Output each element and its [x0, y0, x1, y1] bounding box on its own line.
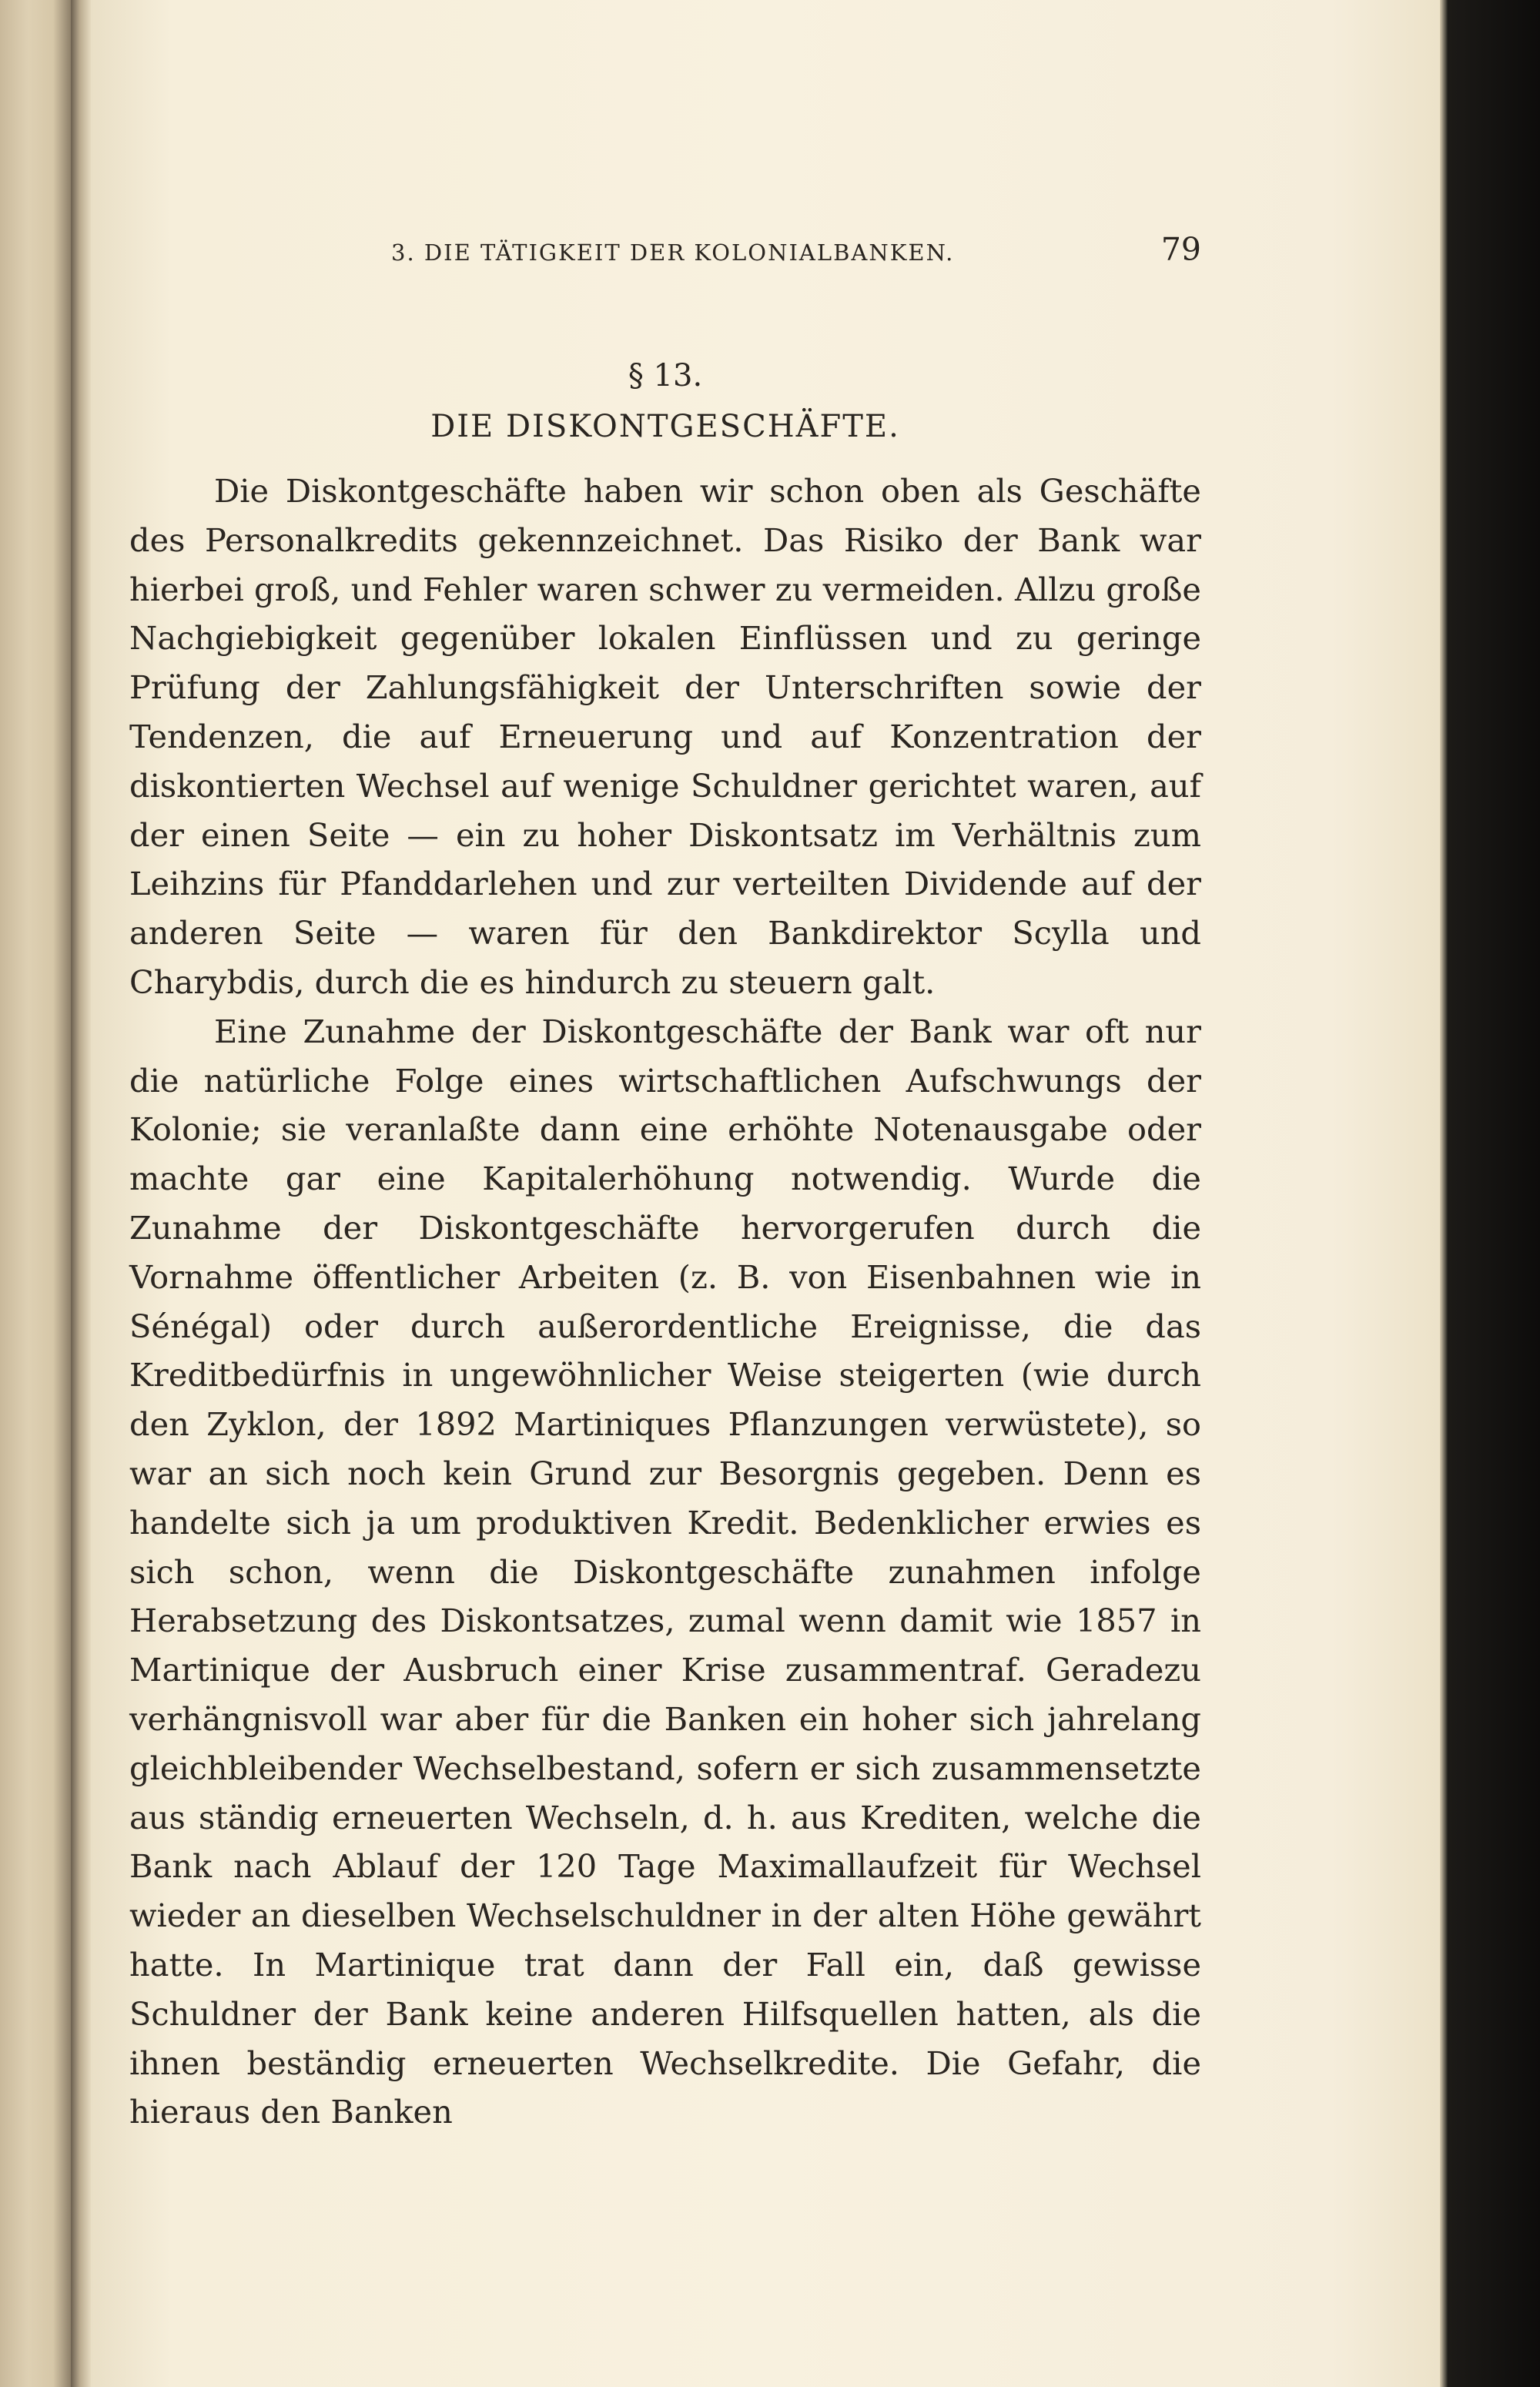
- paragraph: Eine Zunahme der Diskontgeschäfte der Bank war oft nur die natürliche Folge eines wirtschaftlichen Aufschwungs der Kolonie; sie veranlaßte dann eine erhöhte Notenausgabe oder machte gar eine Kapitalerhöhung notwendig. Wurde die Zunahme der Diskontgeschäfte hervorgerufen durch die Vornahme öffentlicher Arbeiten (z. B. von Eisenbahnen wie in Sénégal) oder durch außerordentliche Ereignisse, die das Kreditbedürfnis in ungewöhnlicher Weise steigerten (wie durch den Zyklon, der 1892 Martiniques Pflanzungen verwüstete), so war an sich noch kein Grund zur Besorgnis gegeben. Denn es handelte sich ja um produktiven Kredit. Bedenklicher erwies es sich schon, wenn die Diskontgeschäfte zunahmen infolge Herabsetzung des Diskontsatzes, zumal wenn damit wie 1857 in Martinique der Ausbruch einer Krise zusammentraf. Geradezu verhängnisvoll war aber für die Banken ein hoher sich jahrelang gleichbleibender Wechselbestand, sofern er sich zusammensetzte aus ständig erneuerten Wechseln, d. h. aus Krediten, welche die Bank nach Ablauf der 120 Tage Maximallaufzeit für Wechsel wieder an dieselben Wechselschuldner in der alten Höhe gewährt hatte. In Martinique trat dann der Fall ein, daß gewisse Schuldner der Bank keine anderen Hilfsquellen hatten, als die ihnen beständig erneuerten Wechselkredite. Die Gefahr, die hieraus den Banken: [129, 1012, 1201, 2131]
- running-head-title: 3. DIE TÄTIGKEIT DER KOLONIALBANKEN.: [391, 239, 955, 266]
- page-number: 79: [1160, 231, 1201, 268]
- facing-page-edge: [0, 0, 71, 2387]
- running-head: [129, 231, 1201, 293]
- book-gutter: [71, 0, 91, 2387]
- body-text: [129, 467, 1201, 2137]
- section-heading: DIE DISKONTGESCHÄFTE.: [430, 409, 900, 444]
- section-number: § 13.: [628, 358, 703, 393]
- scan-background: [1440, 0, 1540, 2387]
- paragraph: Die Diskontgeschäfte haben wir schon oben als Geschäfte des Personalkredits gekennzeichnet. Das Risiko der Bank war hierbei groß, und Fehler waren schwer zu vermeiden. Allzu große Nachgiebigkeit gegenüber lokalen Einflüssen und zu geringe Prüfung der Zahlungsfähigkeit der Unterschriften sowie der Tendenzen, die auf Erneuerung und auf Konzentration der diskontierten Wechsel auf wenige Schuldner gerichtet waren, auf der einen Seite — ein zu hoher Diskontsatz im Verhältnis zum Leihzins für Pfanddarlehen und zur verteilten Dividende auf der anderen Seite — waren für den Bankdirektor Scylla und Charybdis, durch die es hindurch zu steuern galt.: [129, 472, 1201, 1001]
- page-content: [129, 231, 1201, 2137]
